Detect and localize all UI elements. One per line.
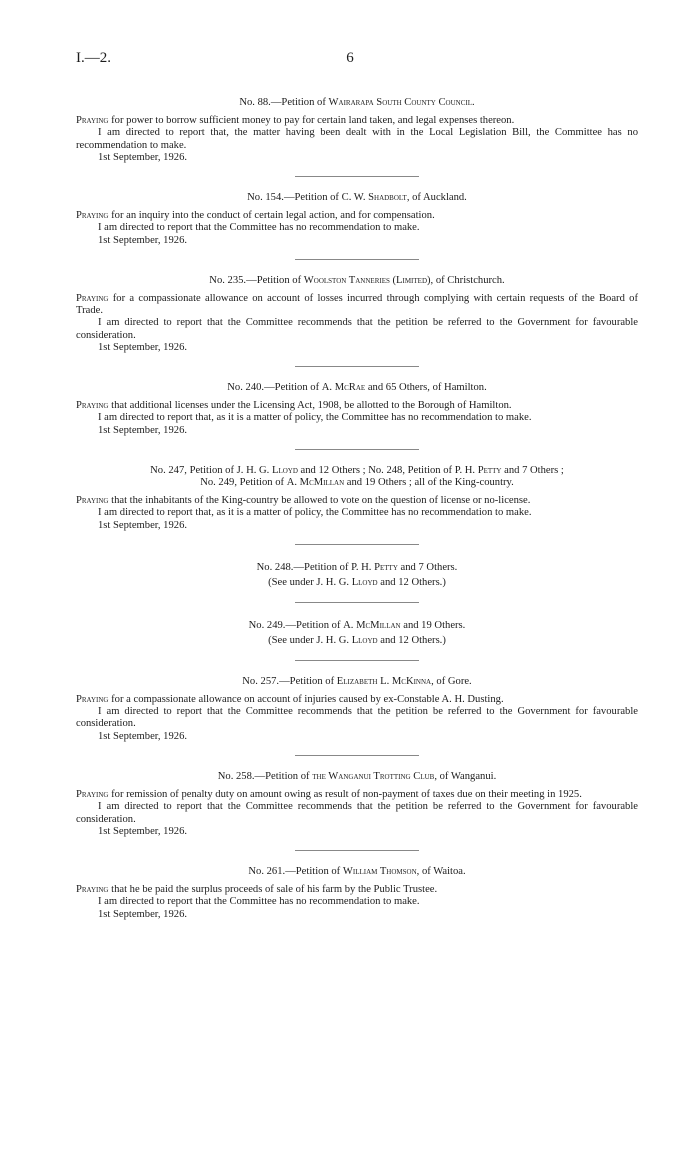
petitioner-suffix: and 19 Others. — [400, 619, 466, 631]
petitioner-name: P. H. Petty — [454, 464, 502, 476]
petition-section — [76, 866, 638, 921]
heading-text: No. 247, Petition of — [150, 464, 237, 476]
report-paragraph: I am directed to report that the Committee recommends that the petition be referred to the Government for favourable consideration. — [76, 706, 638, 730]
petition-heading: No. 257.—Petition of Elizabeth L. McKinna, of Gore. — [242, 675, 472, 687]
heading-text: and 7 Others ; — [501, 464, 564, 476]
petition-heading: No. 261.—Petition of William Thomson, of Waitoa. — [248, 865, 466, 877]
petitioner-name: William Thomson — [342, 865, 417, 877]
petitioner-suffix: , of Wanganui. — [434, 770, 497, 782]
section-divider — [295, 850, 419, 851]
petition-number: No. 154. — [247, 192, 284, 204]
petition-heading: No. 258.—Petition of the Wanganui Trotting Club, of Wanganui. — [217, 770, 497, 782]
petition-section — [76, 560, 638, 590]
heading-line — [150, 465, 564, 476]
petition-number: No. 235. — [209, 274, 247, 286]
report-paragraph: I am directed to report that, as it is a matter of policy, the Committee has no recommendation to make. — [98, 507, 532, 519]
praying-paragraph — [76, 210, 638, 222]
section-divider — [295, 544, 419, 545]
petition-heading: No. 235.—Petition of Woolston Tanneries (Limited), of Christchurch. — [209, 274, 505, 286]
praying-word: Praying — [76, 400, 109, 412]
petition-heading: No. 88.—Petition of Wairarapa South County Council. — [239, 97, 475, 108]
cross-heading: No. 249.—Petition of A. McMillan and 19 Others. — [248, 619, 466, 631]
section-divider — [295, 449, 419, 450]
petitions-list — [76, 97, 638, 921]
petition-number: No. 248. — [256, 561, 294, 573]
petition-heading: No. 240.—Petition of A. McRae and 65 Others, of Hamilton. — [227, 382, 487, 394]
petition-number: No. 261. — [248, 865, 286, 877]
petition-section — [76, 382, 638, 437]
praying-word: Praying — [76, 694, 109, 706]
praying-paragraph — [76, 495, 638, 507]
report-paragraph: I am directed to report that the Committee recommends that the petition be referred to the Government for favourable consideration. — [76, 801, 638, 825]
report-paragraph: I am directed to report that the Committee has no recommendation to make. — [98, 896, 420, 908]
heading-text: No. 249, Petition of — [200, 477, 287, 489]
praying-word: Praying — [76, 115, 109, 127]
praying-text: for an inquiry into the conduct of certain legal action, and for compensation. — [111, 210, 435, 222]
praying-paragraph — [76, 115, 638, 127]
report-date: 1st September, 1926. — [98, 341, 188, 353]
praying-paragraph — [76, 789, 638, 801]
petitioner-name: C. W. Shadbolt — [341, 192, 407, 204]
petitioner-name: A. McRae — [321, 382, 366, 394]
section-divider — [295, 602, 419, 603]
cross-reference — [76, 618, 638, 648]
petition-number: No. 257. — [242, 675, 280, 687]
praying-paragraph — [76, 884, 638, 896]
petition-number: No. 240. — [227, 382, 265, 394]
document-reference: I.—2. — [76, 50, 111, 66]
petitioner-name: the Wanganui Trotting Club — [312, 770, 435, 782]
petition-number: No. 249. — [248, 619, 286, 631]
praying-text: for a compassionate allowance on account of losses incurred through complying with certain requests of the Board of Trade. — [76, 293, 638, 317]
see-prefix: (See under — [268, 576, 317, 588]
petitioner-name: P. H. Petty — [351, 561, 398, 573]
see-reference — [76, 575, 638, 590]
petitioner-name: A. McMillan — [286, 477, 345, 489]
report-date: 1st September, 1926. — [98, 151, 188, 163]
petition-section — [76, 676, 638, 743]
praying-word: Praying — [76, 495, 109, 507]
praying-paragraph — [76, 293, 638, 317]
petition-section — [76, 771, 638, 838]
section-divider — [295, 259, 419, 260]
page-number: 6 — [346, 50, 354, 66]
petition-heading: No. 154.—Petition of C. W. Shadbolt, of Auckland. — [247, 192, 467, 204]
petitioner-name: J. H. G. Lloyd — [236, 464, 298, 476]
petitioner-name: A. McMillan — [343, 619, 401, 631]
petitioner-suffix: and 7 Others. — [397, 561, 458, 573]
praying-text: for a compassionate allowance on account of injuries caused by ex-Constable A. H. Dusting. — [111, 694, 504, 706]
praying-text: that additional licenses under the Licensing Act, 1908, be allotted to the Borough of Hamilton. — [111, 400, 512, 412]
report-date: 1st September, 1926. — [98, 825, 188, 837]
petition-section — [76, 465, 638, 532]
heading-line — [76, 477, 638, 489]
report-date: 1st September, 1926. — [98, 424, 188, 436]
petition-section — [76, 618, 638, 648]
report-date: 1st September, 1926. — [98, 519, 188, 531]
petition-section — [76, 275, 638, 354]
petitioner-name: Elizabeth L. McKinna — [336, 675, 432, 687]
praying-paragraph — [76, 694, 638, 706]
petitioner-suffix: and 65 Others, of Hamilton. — [365, 382, 487, 394]
see-reference — [76, 633, 638, 648]
petitioner-suffix: . — [472, 97, 475, 108]
petition-section — [76, 192, 638, 247]
report-date: 1st September, 1926. — [98, 234, 188, 246]
report-date: 1st September, 1926. — [98, 908, 188, 920]
see-suffix: and 12 Others.) — [377, 634, 446, 646]
petition-number: No. 88. — [239, 97, 271, 108]
petitioner-suffix: , of Auckland. — [406, 192, 467, 204]
heading-text: and 19 Others ; all of the King-country. — [344, 477, 514, 489]
cross-reference — [76, 560, 638, 590]
petitioner-name: Woolston Tanneries (Limited) — [303, 274, 431, 286]
praying-text: for remission of penalty duty on amount owing as result of non-payment of taxes due on their meeting in 1925. — [111, 789, 582, 801]
cross-heading: No. 248.—Petition of P. H. Petty and 7 Others. — [256, 561, 458, 573]
petitioner-suffix: , of Gore. — [431, 675, 472, 687]
section-divider — [295, 660, 419, 661]
report-paragraph: I am directed to report that, as it is a matter of policy, the Committee has no recommendation to make. — [98, 412, 532, 424]
report-paragraph: I am directed to report that the Committee recommends that the petition be referred to the Government for favourable consideration. — [76, 317, 638, 341]
praying-word: Praying — [76, 293, 109, 305]
see-suffix: and 12 Others.) — [377, 576, 446, 588]
praying-word: Praying — [76, 884, 109, 896]
section-divider — [295, 366, 419, 367]
heading-text: and 12 Others ; No. 248, Petition of — [297, 464, 455, 476]
see-prefix: (See under — [268, 634, 317, 646]
see-name: J. H. G. Lloyd — [316, 634, 378, 646]
see-name: J. H. G. Lloyd — [316, 576, 378, 588]
page-header — [0, 50, 700, 74]
praying-paragraph — [76, 400, 638, 412]
petitioner-name: Wairarapa South County Council — [328, 97, 473, 108]
report-paragraph: I am directed to report that the Committee has no recommendation to make. — [98, 222, 420, 234]
petition-heading — [76, 465, 638, 489]
praying-text: that the inhabitants of the King-country be allowed to vote on the question of license or no-license. — [111, 495, 531, 507]
praying-text: that he be paid the surplus proceeds of sale of his farm by the Public Trustee. — [111, 884, 438, 896]
praying-text: for power to borrow sufficient money to pay for certain land taken, and legal expenses thereon. — [111, 115, 515, 127]
section-divider — [295, 755, 419, 756]
petitioner-suffix: , of Waitoa. — [416, 865, 466, 877]
praying-word: Praying — [76, 210, 109, 222]
report-date: 1st September, 1926. — [98, 730, 188, 742]
petition-number: No. 258. — [217, 770, 255, 782]
section-divider — [295, 176, 419, 177]
petitioner-suffix: , of Christchurch. — [430, 274, 505, 286]
praying-word: Praying — [76, 789, 109, 801]
petition-section — [76, 97, 638, 164]
report-paragraph: I am directed to report that, the matter having been dealt with in the Local Legislation Bill, the Committee has no recommendation to make. — [76, 127, 638, 151]
